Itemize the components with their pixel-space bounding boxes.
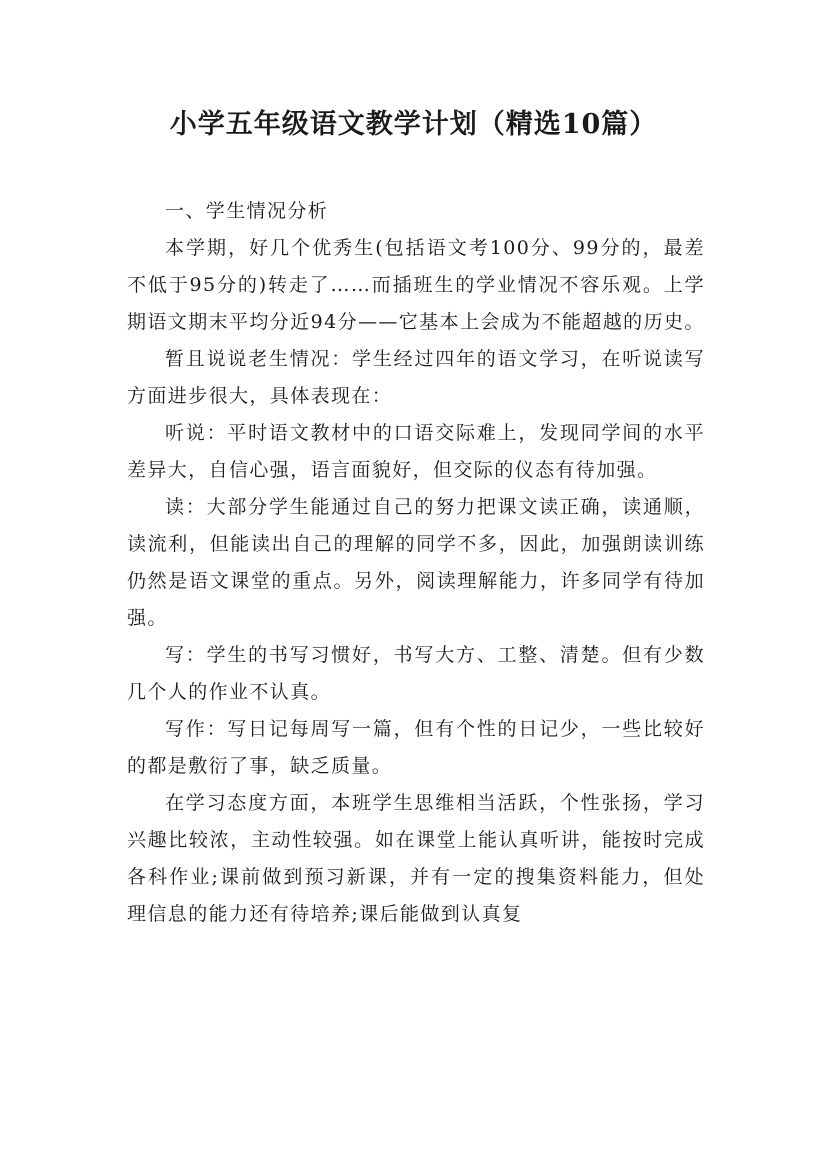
section-heading: 一、学生情况分析 xyxy=(165,200,329,222)
paragraph-7: 在学习态度方面，本班学生思维相当活跃，个性张扬，学习兴趣比较浓，主动性较强。如在课堂上能认真听讲，能按时完成各科作业;课前做到预习新课，并有一定的搜集资料能力，但处理信息的能力还有待培养;课后能做到认真复 xyxy=(127,792,705,925)
paragraph-2: 暂且说说老生情况：学生经过四年的语文学习，在听说读写方面进步很大，具体表现在： xyxy=(127,348,705,407)
document-title: 小学五年级语文教学计划（精选10篇） xyxy=(169,109,658,140)
paragraph-4: 读：大部分学生能通过自己的努力把课文读正确，读通顺，读流利，但能读出自己的理解的同学不多，因此，加强朗读训练仍然是语文课堂的重点。另外，阅读理解能力，许多同学有待加强。 xyxy=(127,496,705,629)
paragraph-3: 听说：平时语文教材中的口语交际难上，发现同学间的水平差异大，自信心强，语言面貌好，但交际的仪态有待加强。 xyxy=(127,422,705,481)
paragraph-1: 本学期，好几个优秀生(包括语文考100分、99分的，最差不低于95分的)转走了……而插班生的学业情况不容乐观。上学期语文期末平均分近94分——它基本上会成为不能超越的历史。 xyxy=(127,237,705,333)
paragraph-5: 写：学生的书写习惯好，书写大方、工整、清楚。但有少数几个人的作业不认真。 xyxy=(127,644,705,703)
document-body xyxy=(127,193,705,933)
paragraph-6: 写作：写日记每周写一篇，但有个性的日记少，一些比较好的都是敷衍了事，缺乏质量。 xyxy=(127,718,705,777)
